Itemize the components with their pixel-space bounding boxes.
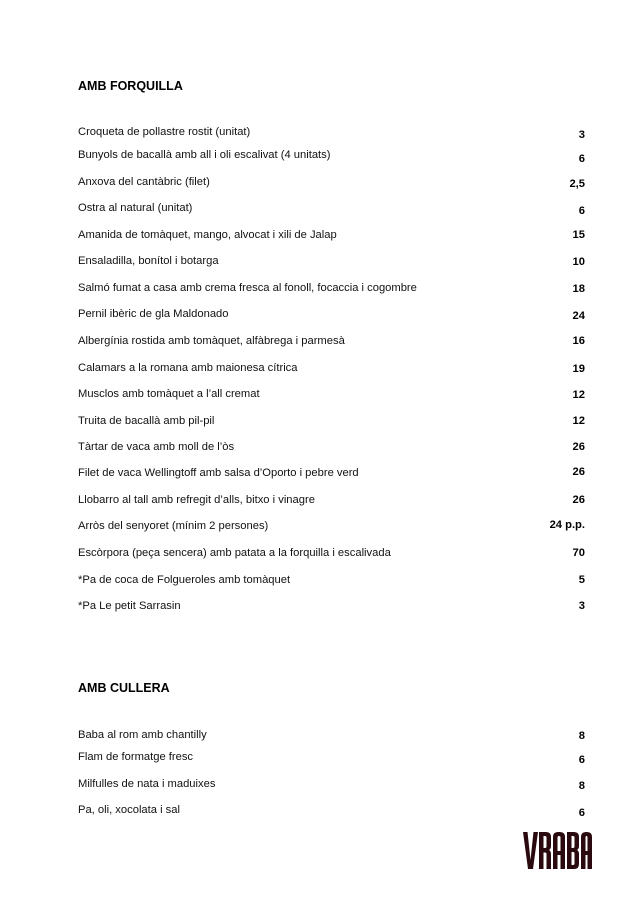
dish-name: *Pa Le petit Sarrasin <box>78 600 181 612</box>
dish-price: 6 <box>578 153 585 165</box>
dish-price: 24 p.p. <box>549 519 585 531</box>
logo-letter-b <box>567 832 579 869</box>
dish-name: Truita de bacallà amb pil-pil <box>78 415 215 427</box>
dish-name: Salmó fumat a casa amb crema fresca al fonoll, focaccia i cogombre <box>78 282 417 294</box>
dish-price: 18 <box>572 283 585 295</box>
dish-price: 3 <box>578 600 585 612</box>
dish-name: Ostra al natural (unitat) <box>78 202 193 214</box>
dish-price: 2,5 <box>569 178 585 190</box>
dish-price: 15 <box>572 229 585 241</box>
dish-price: 26 <box>572 441 585 453</box>
dish-name: Bunyols de bacallà amb all i oli escalivat (4 unitats) <box>78 149 331 161</box>
dish-name: Albergínia rostida amb tomàquet, alfàbrega i parmesà <box>78 335 345 347</box>
dish-price: 12 <box>572 415 585 427</box>
dish-name: Filet de vaca Wellingtoff amb salsa d’Oporto i pebre verd <box>78 467 359 479</box>
dish-price: 6 <box>578 205 585 217</box>
dish-name: *Pa de coca de Folgueroles amb tomàquet <box>78 574 291 586</box>
dish-price: 3 <box>578 129 585 141</box>
dish-price: 6 <box>578 754 585 766</box>
dish-price: 70 <box>572 547 585 559</box>
dish-price: 26 <box>572 494 585 506</box>
section-heading-forquilla: AMB FORQUILLA <box>78 79 183 93</box>
dish-name: Milfulles de nata i maduixes <box>78 778 216 790</box>
dish-price: 10 <box>572 256 585 268</box>
dish-name: Amanida de tomàquet, mango, alvocat i xili de Jalap <box>78 229 337 241</box>
dish-price: 16 <box>572 335 585 347</box>
logo-letter-a2 <box>581 832 592 869</box>
dish-price: 24 <box>572 310 585 322</box>
vraba-logo <box>522 831 592 871</box>
dish-name: Musclos amb tomàquet a l’all cremat <box>78 388 260 400</box>
dish-name: Anxova del cantàbric (filet) <box>78 176 210 188</box>
dish-name: Calamars a la romana amb maionesa cítrica <box>78 362 298 374</box>
dish-price: 19 <box>572 363 585 375</box>
dish-price: 12 <box>572 389 585 401</box>
dish-name: Pa, oli, xocolata i sal <box>78 804 180 816</box>
section-heading-cullera: AMB CULLERA <box>78 681 170 695</box>
dish-name: Arròs del senyoret (mínim 2 persones) <box>78 520 269 532</box>
dish-price: 8 <box>578 730 585 742</box>
logo-letter-r <box>539 832 551 869</box>
dish-name: Flam de formatge fresc <box>78 751 194 763</box>
dish-name: Llobarro al tall amb refregit d’alls, bitxo i vinagre <box>78 494 315 506</box>
dish-name: Croqueta de pollastre rostit (unitat) <box>78 126 251 138</box>
dish-price: 6 <box>578 807 585 819</box>
logo-letter-v <box>523 832 538 869</box>
dish-name: Baba al rom amb chantilly <box>78 729 207 741</box>
dish-price: 26 <box>572 466 585 478</box>
dish-name: Pernil ibèric de gla Maldonado <box>78 308 229 320</box>
logo-letter-a <box>553 832 565 869</box>
dish-name: Escòrpora (peça sencera) amb patata a la forquilla i escalivada <box>78 547 391 559</box>
dish-name: Ensaladilla, bonítol i botarga <box>78 255 219 267</box>
dish-name: Tàrtar de vaca amb moll de l’òs <box>78 441 235 453</box>
dish-price: 8 <box>578 780 585 792</box>
dish-price: 5 <box>578 574 585 586</box>
